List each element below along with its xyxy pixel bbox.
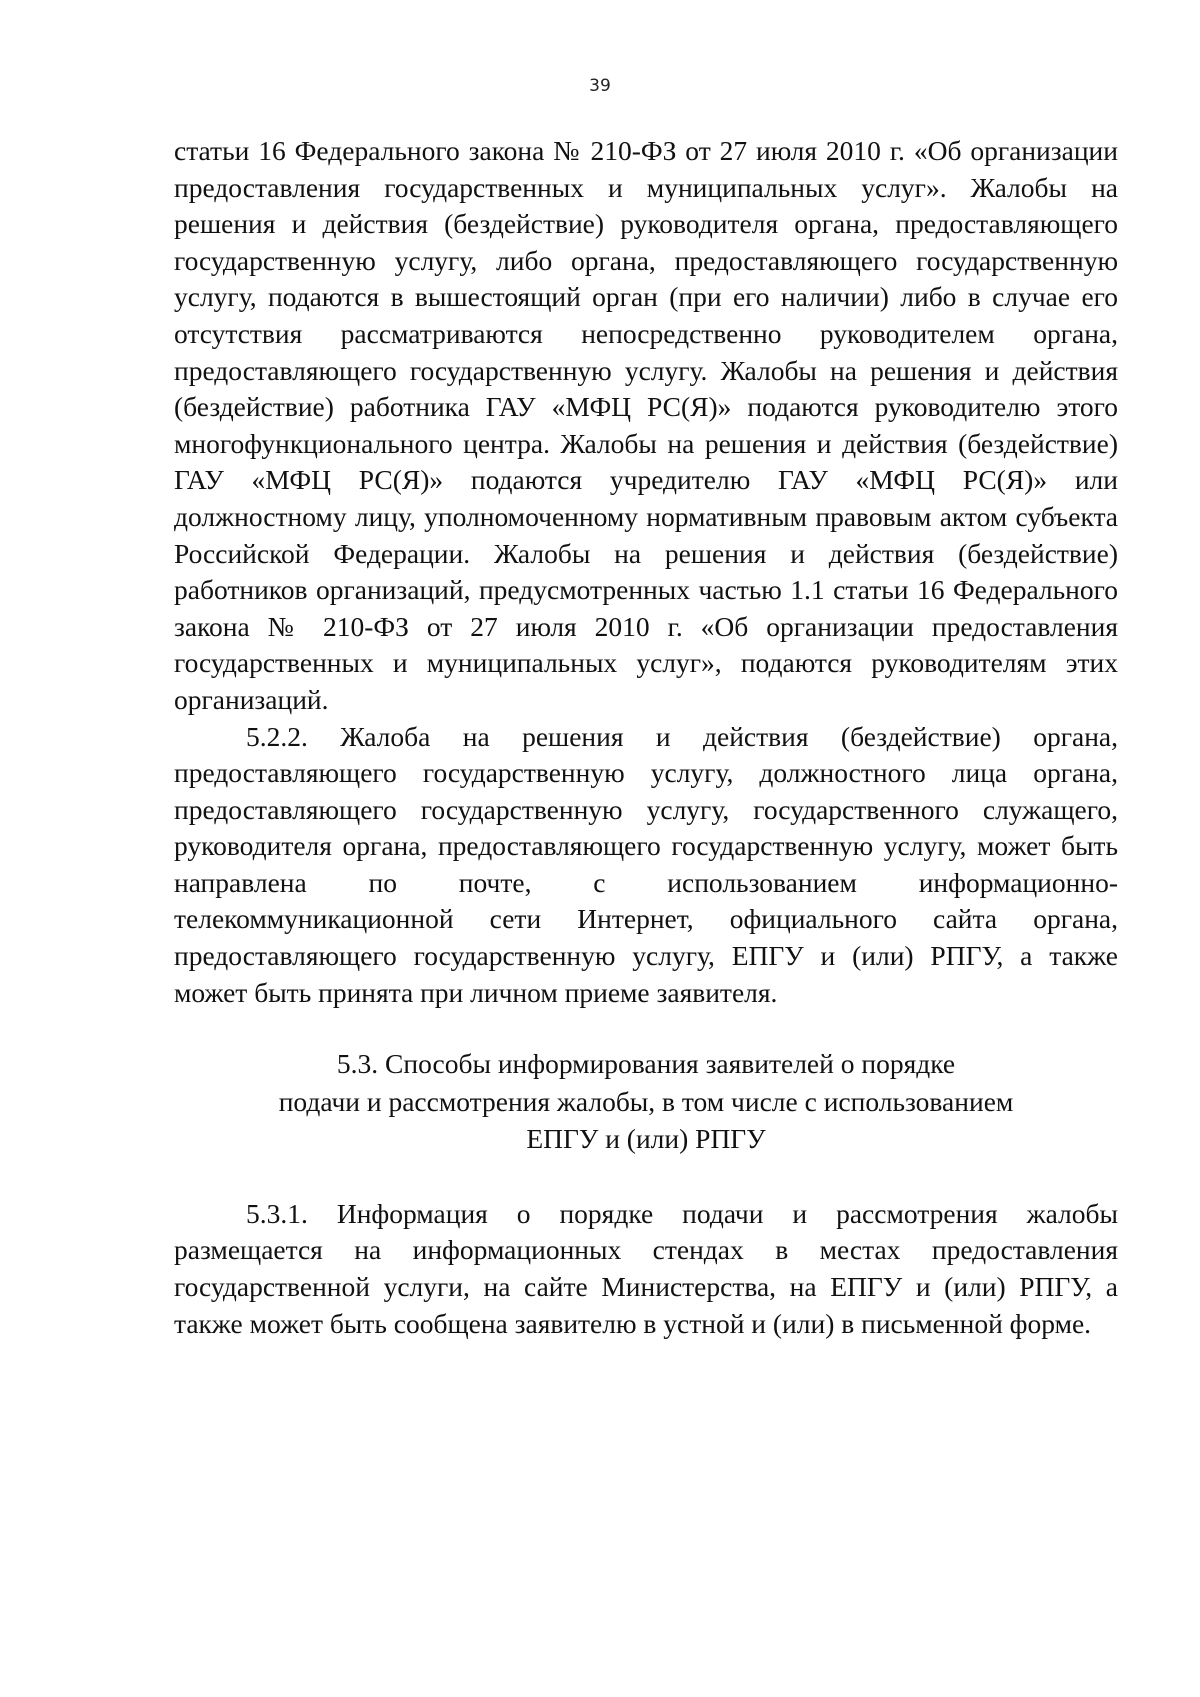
section-heading-5-3 xyxy=(174,1045,1118,1158)
heading-line-2: подачи и рассмотрения жалобы, в том числе с использованием xyxy=(278,1085,1014,1117)
page-number: 39 xyxy=(589,76,611,96)
document-body xyxy=(174,133,1118,1342)
paragraph-5-3-1: 5.3.1. Информация о порядке подачи и рассмотрения жалобы размещается на информационных стендах в местах предоставления государственной услуги, на сайте Министерства, на ЕПГУ и (или) РПГУ, а также может быть сообщена заявителю в устной и (или) в письменной форме. xyxy=(174,1197,1118,1339)
heading-line-1: 5.3. Способы информирования заявителей о порядке xyxy=(336,1048,956,1080)
paragraph-5-2-2: 5.2.2. Жалоба на решения и действия (бездействие) органа, предоставляющего государственную услугу, должностного лица органа, предоставляющего государственную услугу, государственного служащего, руководителя органа, предоставляющего государственную услугу, может быть направлена по почте, с использованием информационно-телекоммуникационной сети Интернет, официального сайта органа, предоставляющего государственную услугу, ЕПГУ и (или) РПГУ, а также может быть принята при личном приеме заявителя. xyxy=(174,720,1118,1008)
paragraph-complaints-continuation: статьи 16 Федерального закона № 210-ФЗ от 27 июля 2010 г. «Об организации предоставления государственных и муниципальных услуг». Жалобы на решения и действия (бездействие) руководителя органа, предоставляющего государственную услугу, либо органа, предоставляющего государственную услугу, подаются в вышестоящий орган (при его наличии) либо в случае его отсутствия рассматриваются непосредственно руководителем органа, предоставляющего государственную услугу. Жалобы на решения и действия (бездействие) работника ГАУ «МФЦ РС(Я)» подаются руководителю этого многофункционального центра. Жалобы на решения и действия (бездействие) ГАУ «МФЦ РС(Я)» подаются учредителю ГАУ «МФЦ РС(Я)» или должностному лицу, уполномоченному нормативным правовым актом субъекта Российской Федерации. Жалобы на решения и действия (бездействие) работников организаций, предусмотренных частью 1.1 статьи 16 Федерального закона № 210-ФЗ от 27 июля 2010 г. «Об организации предоставления государственных и муниципальных услуг», подаются руководителям этих организаций. xyxy=(174,135,1118,715)
heading-line-3: ЕПГУ и (или) РПГУ xyxy=(526,1123,766,1155)
